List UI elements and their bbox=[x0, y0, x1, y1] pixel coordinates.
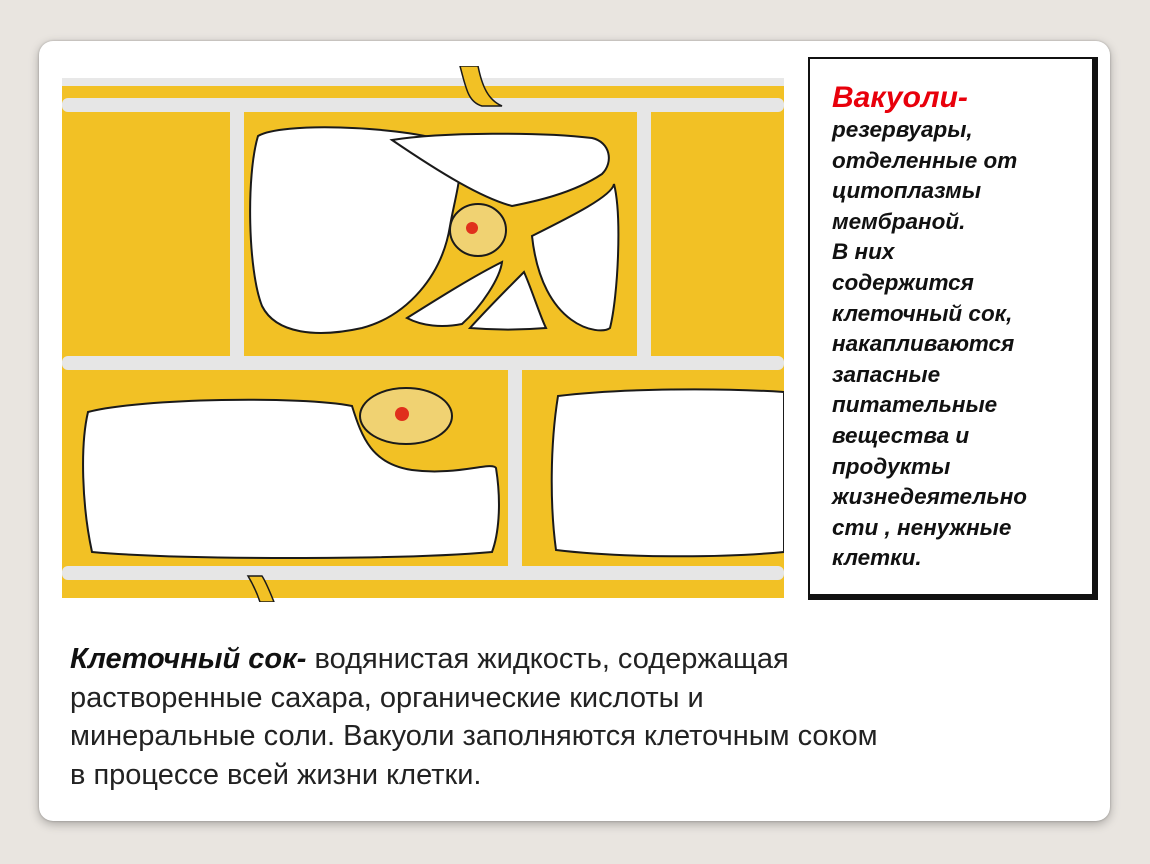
info-line: содержится bbox=[832, 269, 974, 295]
info-line: накапливаются bbox=[832, 331, 1015, 357]
info-line: питательные bbox=[832, 392, 998, 418]
info-line: жизнедеятельно bbox=[832, 484, 1028, 510]
info-line: мембраной. bbox=[832, 208, 966, 234]
info-line: продукты bbox=[832, 453, 951, 479]
info-line: сти , ненужные bbox=[832, 514, 1012, 540]
caption-line: растворенные сахара, органические кислоты и bbox=[70, 681, 704, 714]
cell-sap-term: Клеточный сок- bbox=[70, 643, 307, 675]
plant-cell-illustration bbox=[62, 66, 784, 602]
nucleolus-upper bbox=[466, 222, 478, 234]
info-line: цитоплазмы bbox=[832, 178, 982, 204]
info-line: запасные bbox=[832, 361, 941, 387]
cell-sap-definition bbox=[70, 640, 1080, 794]
lower-right-vacuole bbox=[552, 389, 784, 556]
vacuole-title: Вакуоли- bbox=[832, 81, 968, 114]
caption-text: водянистая жидкость, содержащая bbox=[306, 643, 789, 675]
info-line: отделенные от bbox=[832, 147, 1018, 173]
nucleolus-lower bbox=[395, 407, 409, 421]
caption-line: минеральные соли. Вакуоли заполняются клеточным соком bbox=[70, 720, 878, 752]
caption-line: в процессе всей жизни клетки. bbox=[70, 758, 482, 791]
upper-cell bbox=[250, 127, 618, 333]
nucleus-upper bbox=[450, 204, 506, 256]
info-line: вещества и bbox=[832, 422, 970, 448]
nucleus-lower bbox=[360, 388, 452, 444]
info-line: резервуары, bbox=[832, 117, 973, 142]
caption-line bbox=[70, 640, 1080, 679]
info-line: клетки. bbox=[832, 545, 922, 571]
info-line: клеточный сок, bbox=[832, 300, 1013, 326]
vacuole-definition-box bbox=[808, 57, 1098, 600]
info-line: В них bbox=[832, 239, 895, 265]
